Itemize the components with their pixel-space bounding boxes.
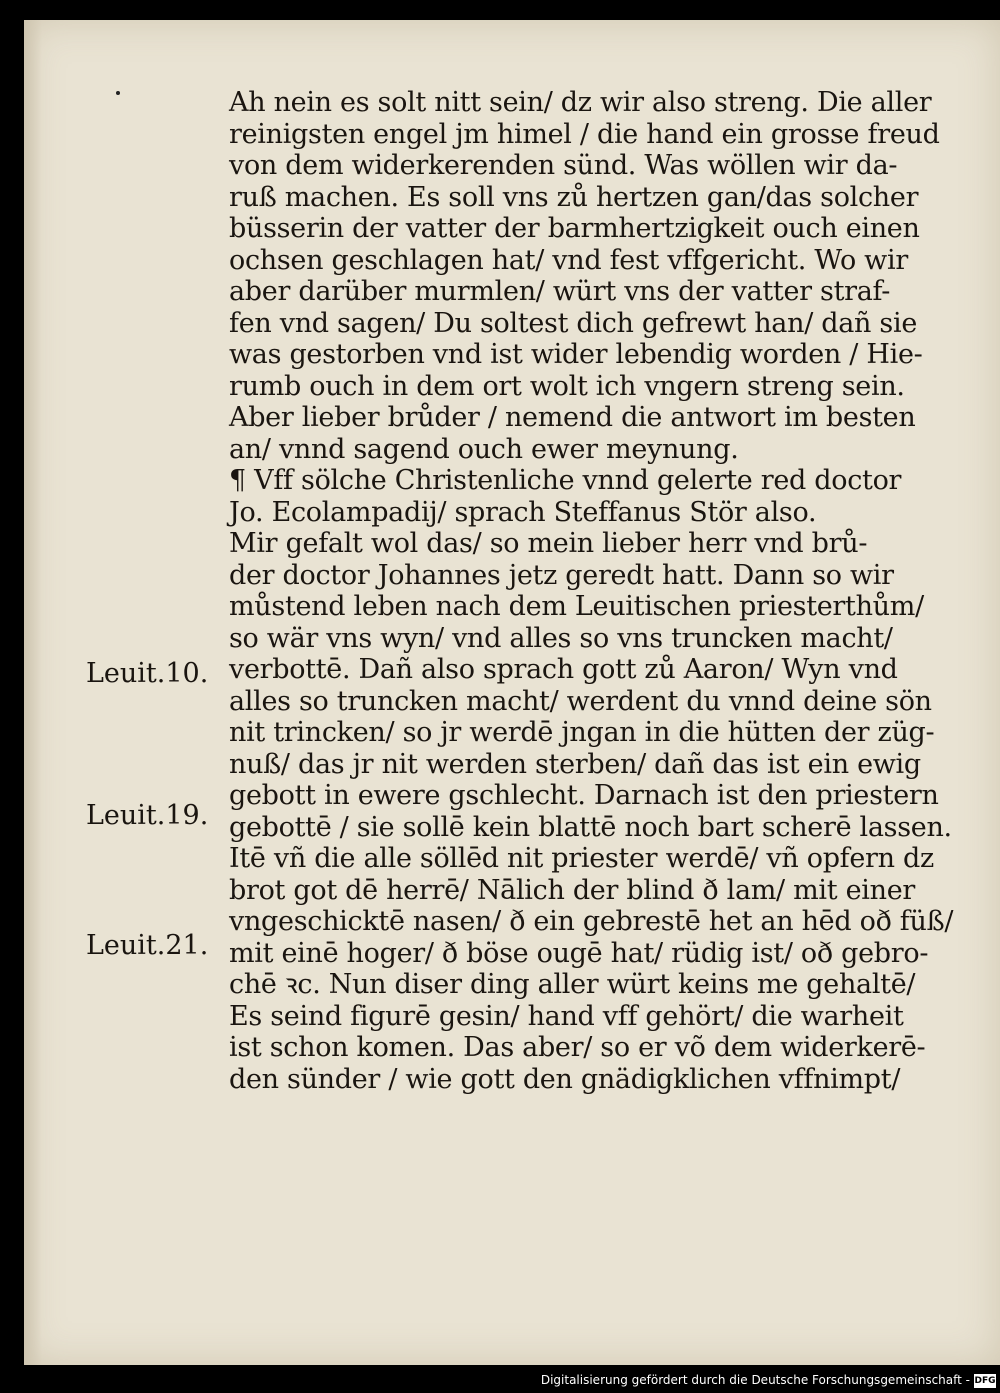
text-line: mit einē hoger/ ð böse ougē hat/ rüdig ist/ oð gebro- xyxy=(229,937,929,969)
main-text-block xyxy=(229,87,954,1095)
text-line: Jo. Ecolampadij/ sprach Steffanus Stör also. xyxy=(229,496,817,528)
margin-note-leuit-21: Leuit.21. xyxy=(86,930,209,961)
text-line: ochsen geschlagen hat/ vnd fest vffgericht. Wo wir xyxy=(229,244,908,276)
dfg-logo: DFG xyxy=(974,1376,996,1386)
text-line: brot got dē herrē/ Nālich der blind ð lam/ mit einer xyxy=(229,874,915,906)
text-line: so wär vns wyn/ vnd alles so vns truncken macht/ xyxy=(229,622,893,654)
text-line: vngeschicktē nasen/ ð ein gebrestē het an hēd oð füß/ xyxy=(229,906,954,937)
text-line: an/ vnnd sagend ouch ewer meynung. xyxy=(229,433,739,465)
footer-bar xyxy=(0,1365,1000,1393)
text-line: chē ꝛc. Nun diser ding aller würt keins me gehaltē/ xyxy=(229,969,916,1000)
text-line: rumb ouch in dem ort wolt ich vngern streng sein. xyxy=(229,370,905,402)
text-line: Es seind figurē gesin/ hand vff gehört/ die warheit xyxy=(229,1000,904,1032)
margin-note-leuit-19: Leuit.19. xyxy=(86,800,209,831)
text-line: nuß/ das jr nit werden sterben/ dañ das ist ein ewig xyxy=(229,748,921,780)
text-line: den sünder / wie gott den gnädigklichen vffnimpt/ xyxy=(229,1063,901,1095)
text-line: Itē vñ die alle söllēd nit priester werdē/ vñ opfern dz xyxy=(229,843,934,874)
text-line: gebottē / sie sollē kein blattē noch bart scherē lassen. xyxy=(229,811,952,843)
text-line: ¶ Vff sölche Christenliche vnnd gelerte red doctor xyxy=(229,465,902,496)
text-line: můstend leben nach dem Leuitischen priesterthům/ xyxy=(229,591,924,622)
footer-credit: Digitalisierung gefördert durch die Deutsche Forschungsgemeinschaft - xyxy=(540,1373,970,1387)
text-line: büsserin der vatter der barmhertzigkeit ouch einen xyxy=(229,213,920,244)
text-line: ruß machen. Es soll vns zů hertzen gan/das solcher xyxy=(229,181,919,213)
text-line: Aber lieber brůder / nemend die antwort im besten xyxy=(229,402,916,433)
text-line: fen vnd sagen/ Du soltest dich gefrewt han/ dañ sie xyxy=(229,307,917,339)
text-line: was gestorben vnd ist wider lebendig worden / Hie- xyxy=(229,339,923,370)
text-line: Ah nein es solt nitt sein/ dz wir also streng. Die aller xyxy=(229,87,932,118)
text-line: der doctor Johannes jetz geredt hatt. Dann so wir xyxy=(229,559,894,591)
book-page xyxy=(24,20,1000,1365)
text-line: von dem widerkerenden sünd. Was wöllen wir da- xyxy=(229,150,898,181)
text-line: alles so truncken macht/ werdent du vnnd deine sön xyxy=(229,685,932,717)
ink-speck xyxy=(116,91,120,95)
text-line: verbottē. Dañ also sprach gott zů Aaron/ Wyn vnd xyxy=(229,654,898,685)
margin-note-leuit-10: Leuit.10. xyxy=(86,658,209,689)
text-line: reinigsten engel jm himel / die hand ein grosse freud xyxy=(229,118,940,150)
text-line: nit trincken/ so jr werdē jngan in die hütten der züg- xyxy=(229,717,935,748)
text-line: aber darüber murmlen/ würt vns der vatter straf- xyxy=(229,276,891,307)
text-line: ist schon komen. Das aber/ so er võ dem widerkerē- xyxy=(229,1032,926,1063)
text-line: gebott in ewere gschlecht. Darnach ist den priestern xyxy=(229,780,939,811)
text-line: Mir gefalt wol das/ so mein lieber herr vnd brů- xyxy=(229,528,868,559)
